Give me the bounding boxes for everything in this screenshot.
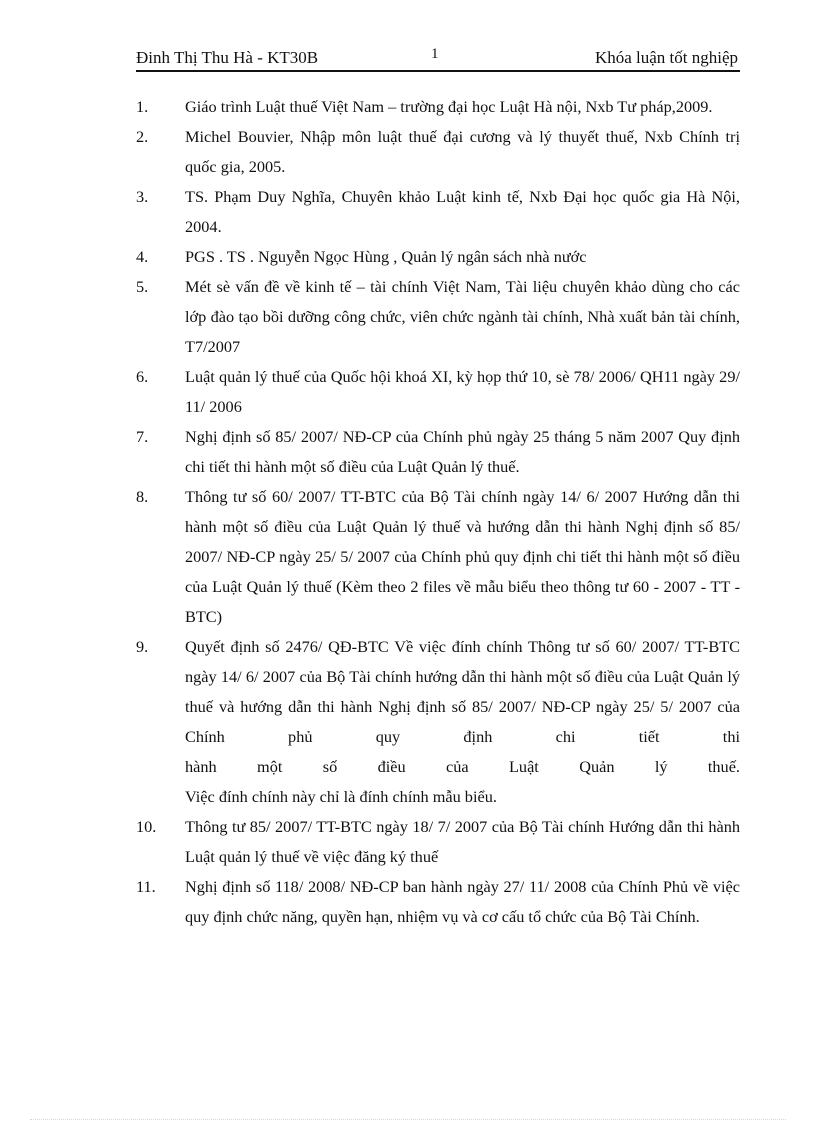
reference-item-2 (136, 122, 740, 182)
spread-word: số (322, 757, 338, 776)
reference-number: 6. (136, 367, 149, 386)
spread-word: Luật (508, 757, 539, 776)
reference-text: Nghị định số 118/ 2008/ NĐ-CP ban hành ngày 27/ 11/ 2008 của Chính Phủ về việc quy định chức năng, quyền hạn, nhiệm vụ và cơ cấu tổ chức của Bộ Tài Chính. (185, 877, 740, 926)
reference-item-5 (136, 272, 740, 362)
reference-last-line: Việc đính chính này chỉ là đính chính mẫu biểu. (185, 787, 497, 806)
reference-item-8 (136, 482, 740, 632)
reference-number: 7. (136, 427, 149, 446)
reference-text-body: Quyết định số 2476/ QĐ-BTC Về việc đính chính Thông tư số 60/ 2007/ TT-BTC ngày 14/ 6/ 2007 của Bộ Tài chính hướng dẫn thi hành một số điều của Luật Quản lý thuế và hướng dẫn thi hành Nghị định số 85/ 2007/ NĐ-CP ngày 25/ 5/ 2007 của Chính phủ quy định chi tiết thi (185, 637, 740, 746)
spread-word: lý (654, 757, 668, 776)
spread-word: thuế. (707, 757, 740, 776)
reference-text: Giáo trình Luật thuế Việt Nam – trường đại học Luật Hà nội, Nxb Tư pháp,2009. (185, 97, 713, 116)
reference-item-11 (136, 872, 740, 932)
page-header (136, 48, 740, 72)
reference-number: 2. (136, 127, 149, 146)
reference-number: 5. (136, 277, 149, 296)
reference-number: 9. (136, 637, 149, 656)
spread-word: hành (185, 757, 217, 776)
reference-number: 10. (136, 817, 157, 836)
reference-text (185, 632, 740, 812)
page-number: 1 (431, 46, 439, 62)
reference-number: 8. (136, 487, 149, 506)
reference-number: 3. (136, 187, 149, 206)
reference-item-4 (136, 242, 740, 272)
page-bottom-divider (30, 1119, 786, 1121)
reference-number: 4. (136, 247, 149, 266)
reference-item-1 (136, 92, 740, 122)
header-title: Khóa luận tốt nghiệp (594, 48, 738, 67)
reference-text: PGS . TS . Nguyễn Ngọc Hùng , Quản lý ngân sách nhà nước (185, 247, 587, 266)
reference-number: 1. (136, 97, 149, 116)
reference-text: Michel Bouvier, Nhập môn luật thuế đại cương và lý thuyết thuế, Nxb Chính trị quốc gia, 2005. (185, 127, 740, 176)
reference-spread-line (185, 752, 740, 782)
spread-word: một (257, 757, 283, 776)
reference-number: 11. (136, 877, 156, 896)
reference-item-6 (136, 362, 740, 422)
reference-item-3 (136, 182, 740, 242)
reference-text: Thông tư 85/ 2007/ TT-BTC ngày 18/ 7/ 2007 của Bộ Tài chính Hướng dẫn thi hành Luật quản lý thuế về việc đăng ký thuế (185, 817, 740, 866)
reference-item-7 (136, 422, 740, 482)
reference-text: Luật quản lý thuế của Quốc hội khoá XI, kỳ họp thứ 10, sè 78/ 2006/ QH11 ngày 29/ 11/ 2006 (185, 367, 740, 416)
spread-word: của (446, 757, 469, 776)
spread-word: điều (377, 757, 406, 776)
header-author: Đinh Thị Thu Hà - KT30B (136, 48, 319, 67)
reference-item-10 (136, 812, 740, 872)
reference-text: Nghị định số 85/ 2007/ NĐ-CP của Chính phủ ngày 25 tháng 5 năm 2007 Quy định chi tiết thi hành một số điều của Luật Quản lý thuế. (185, 427, 740, 476)
reference-text: Mét sè vấn đề về kinh tế – tài chính Việt Nam, Tài liệu chuyên khảo dùng cho các lớp đào tạo bồi dưỡng công chức, viên chức ngành tài chính, Nhà xuất bản tài chính, T7/2007 (185, 277, 740, 356)
reference-list (136, 92, 740, 932)
reference-text: TS. Phạm Duy Nghĩa, Chuyên khảo Luật kinh tế, Nxb Đại học quốc gia Hà Nội, 2004. (185, 187, 740, 236)
spread-word: Quản (579, 757, 615, 776)
reference-item-9 (136, 632, 740, 812)
reference-text: Thông tư số 60/ 2007/ TT-BTC của Bộ Tài chính ngày 14/ 6/ 2007 Hướng dẫn thi hành một số điều của Luật Quản lý thuế và hướng dẫn thi hành Nghị định số 85/ 2007/ NĐ-CP ngày 25/ 5/ 2007 của Chính phủ quy định chi tiết thi hành một số điều của Luật Quản lý thuế (Kèm theo 2 files về mẫu biểu theo thông tư 60 - 2007 - TT - BTC) (185, 487, 740, 626)
